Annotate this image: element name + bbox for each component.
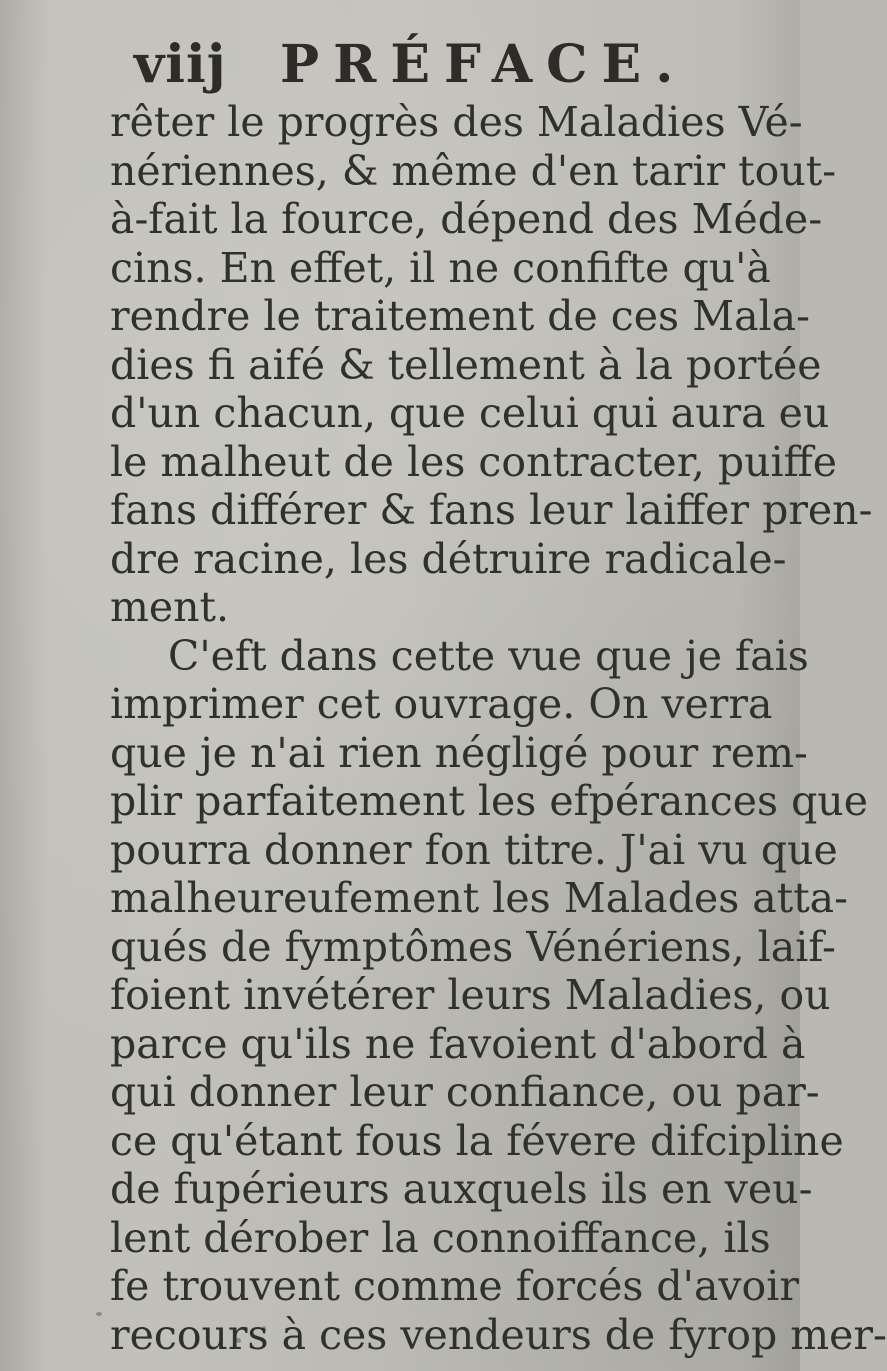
text-line: foient invétérer leurs Maladies, ou	[110, 971, 831, 1019]
text-line: parce qu'ils ne favoient d'abord à	[110, 1019, 806, 1068]
text-line: qués de fymptômes Vénériens, laif-	[110, 922, 836, 971]
text-line: dre racine, les détruire radicale-	[110, 534, 787, 583]
ink-speck	[236, 1338, 241, 1343]
text-line: d'un chacun, que celui qui aura eu	[110, 389, 830, 437]
text-line: à-fait la fource, dépend des Méde-	[110, 195, 823, 243]
text-line: de fupérieurs auxquels ils en veu-	[110, 1165, 813, 1213]
text-line: que je n'ai rien négligé pour rem-	[110, 728, 808, 777]
text-line: fans différer & fans leur laiffer pren-	[110, 486, 873, 534]
text-line: fe trouvent comme forcés d'avoir	[110, 1262, 799, 1310]
text-line: recours à ces vendeurs de fyrop mer-	[110, 1310, 887, 1359]
text-line: cins. En effet, il ne confifte qu'à	[110, 243, 771, 292]
text-line: nériennes, & même d'en tarir tout-	[110, 146, 837, 195]
text-line: qui donner leur confiance, ou par-	[110, 1068, 820, 1116]
paragraph-start-line: C'eft dans cette vue que je fais	[168, 631, 809, 680]
text-line: le malheut de les contracter, puiffe	[110, 437, 838, 486]
text-line: ce qu'étant fous la févere difcipline	[110, 1116, 844, 1165]
page-header	[120, 28, 740, 98]
ink-speck	[262, 1326, 266, 1332]
text-line: rendre le traitement de ces Mala-	[110, 292, 810, 340]
text-line: imprimer cet ouvrage. On verra	[110, 680, 773, 728]
ink-speck	[96, 1312, 102, 1316]
text-line: rêter le progrès des Maladies Vé-	[110, 98, 803, 146]
text-line: dies fi aifé & tellement à la portée	[110, 340, 822, 389]
page-number: viij	[134, 34, 227, 95]
text-line: ment.	[110, 583, 230, 631]
text-line: plir parfaitement les efpérances que	[110, 777, 868, 825]
text-line: pourra donner fon titre. J'ai vu que	[110, 825, 838, 874]
running-title: PRÉFACE.	[280, 34, 688, 95]
text-line: lent dérober la connoiffance, ils	[110, 1213, 771, 1262]
text-line: malheureufement les Malades atta-	[110, 874, 848, 922]
body-text	[110, 98, 887, 1359]
